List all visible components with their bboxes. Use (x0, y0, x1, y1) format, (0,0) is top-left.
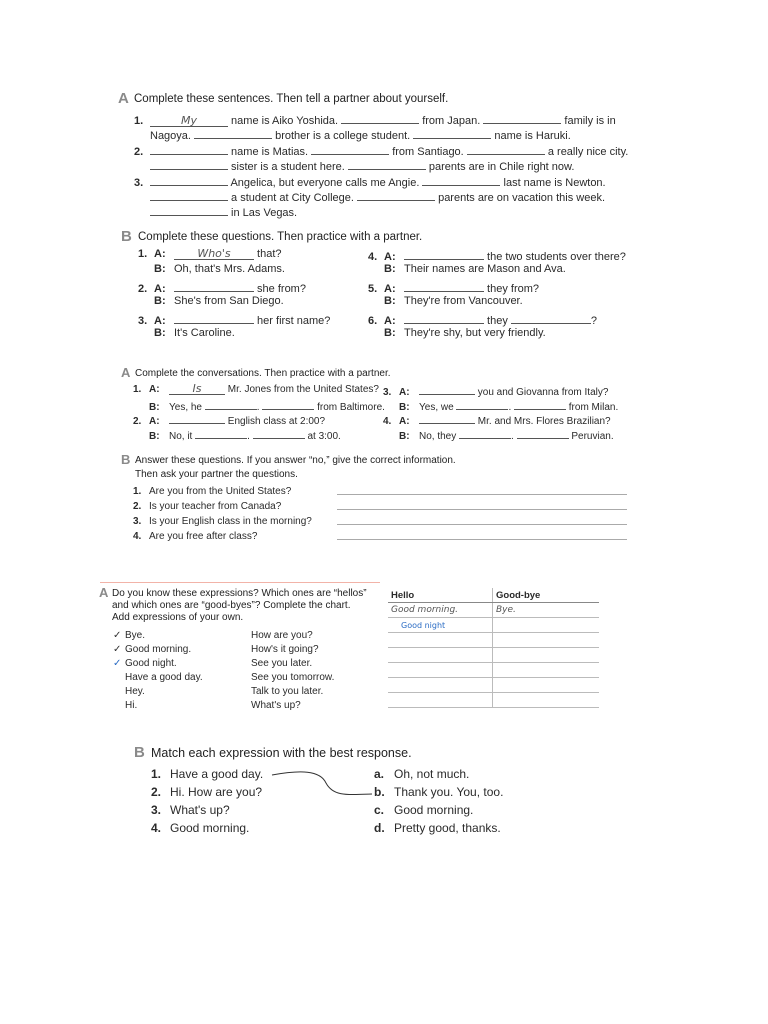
match-line-1-b (272, 772, 372, 795)
answer-blank[interactable] (174, 311, 254, 324)
answer-blank[interactable] (517, 426, 569, 439)
answer-blank[interactable] (422, 173, 500, 186)
answer-blank[interactable] (205, 397, 257, 410)
item-number: 5. (368, 283, 378, 295)
item-number: 1. (138, 248, 148, 260)
answer-line (138, 326, 235, 341)
item-number: 1. (134, 115, 144, 127)
text-fragment: family is in (561, 115, 616, 127)
answer-writing-line[interactable] (337, 509, 627, 510)
expression-item (113, 685, 145, 699)
answer-blank[interactable] (150, 157, 228, 170)
response-item (374, 821, 501, 836)
question-line (133, 529, 257, 544)
answer-text: Their names are Mason and Ava. (404, 263, 566, 275)
text-fragment: a really nice city. (544, 146, 629, 158)
answer-line (133, 426, 341, 444)
speaker-a-label: A: (154, 315, 166, 327)
answer-line (138, 262, 285, 277)
handwritten-entry: Bye. (496, 605, 516, 615)
answer-blank[interactable] (253, 426, 305, 439)
text-fragment: they (484, 315, 511, 327)
expression-text: What's up? (170, 803, 230, 817)
answer-writing-line[interactable] (337, 494, 627, 495)
answer-blank[interactable] (459, 426, 511, 439)
text-fragment: the two students over there? (484, 251, 626, 263)
exercise-line (134, 203, 297, 221)
response-text: Thank you. You, too. (394, 785, 504, 799)
instruction-line: Do you know these expressions? Which ones are “hellos” (112, 588, 367, 599)
item-number: 3. (134, 177, 144, 189)
expression-item: What's up? (251, 700, 301, 711)
answer-blank[interactable] (174, 279, 254, 292)
question-line (133, 499, 281, 514)
expression-item: See you later. (251, 658, 313, 669)
answer-blank[interactable] (467, 142, 545, 155)
handwritten-answer: Who's (197, 247, 231, 260)
item-number: 1. (133, 486, 142, 497)
item-number: 6. (368, 315, 378, 327)
text-fragment: in Las Vegas. (228, 207, 298, 219)
expression-text: Bye. (125, 630, 146, 641)
section-letter: A (118, 90, 129, 107)
text-fragment: name is Haruki. (491, 130, 571, 142)
answer-blank[interactable] (348, 157, 426, 170)
text-fragment: from Japan. (419, 115, 484, 127)
question-text: Is your English class in the morning? (149, 516, 312, 527)
text-fragment: brother is a college student. (272, 130, 414, 142)
instruction-line: Answer these questions. If you answer “no,” give the correct information. (135, 455, 456, 466)
text-fragment: No, it (169, 431, 196, 442)
text-fragment: Yes, he (169, 402, 205, 413)
expression-text: Good night. (125, 658, 177, 669)
answer-blank[interactable] (262, 397, 314, 410)
text-fragment: sister is a student here. (228, 161, 348, 173)
answer-blank[interactable] (195, 426, 247, 439)
section-letter: B (121, 228, 132, 245)
item-number: 2. (151, 785, 162, 799)
expression-text: Have a good day. (170, 767, 264, 781)
text-fragment: you and Giovanna from Italy? (475, 387, 609, 398)
text-fragment: . (511, 431, 517, 442)
item-number: 4. (151, 821, 162, 835)
speaker-b-label: B: (149, 402, 160, 413)
section-letter: B (134, 744, 145, 761)
question-text: Are you free after class? (149, 531, 258, 542)
text-fragment: from Santiago. (389, 146, 467, 158)
text-fragment: Mr. Jones from the United States? (225, 384, 379, 395)
text-fragment: No, they (419, 431, 460, 442)
text-fragment: name is Aiko Yoshida. (228, 115, 342, 127)
text-fragment: parents are on vacation this week. (435, 192, 605, 204)
instruction-line: Add expressions of your own. (112, 612, 244, 623)
text-fragment: from Baltimore. (314, 402, 385, 413)
text-fragment: Nagoya. (150, 130, 195, 142)
expression-text: Good morning. (170, 821, 250, 835)
expression-text: Hi. How are you? (170, 785, 263, 799)
text-fragment: name is Matias. (228, 146, 312, 158)
item-number: 1. (133, 384, 142, 395)
speaker-b-label: B: (149, 431, 160, 442)
item-number: 3. (133, 516, 142, 527)
section-letter: A (121, 365, 131, 380)
speaker-b-label: B: (399, 402, 410, 413)
expression-item (113, 643, 191, 657)
checkmark-icon: ✓ (113, 630, 122, 641)
answer-blank[interactable] (150, 203, 228, 216)
answer-line (368, 294, 523, 309)
text-fragment: parents are in Chile right now. (425, 161, 575, 173)
speaker-a-label: A: (154, 283, 166, 295)
match-item (151, 821, 249, 836)
answer-line (368, 262, 566, 277)
answer-blank[interactable] (150, 188, 228, 201)
expression-item: Talk to you later. (251, 686, 324, 697)
expression-text: Hi. (125, 700, 138, 711)
text-fragment: Mr. and Mrs. Flores Brazilian? (475, 416, 611, 427)
response-text: Oh, not much. (394, 767, 470, 781)
answer-line (383, 426, 614, 444)
question-line (133, 382, 379, 397)
question-line (133, 514, 312, 529)
answer-blank[interactable] (404, 279, 484, 292)
chart-column-header: Hello (388, 588, 493, 603)
speaker-a-label: A: (149, 384, 160, 395)
answer-blank[interactable] (514, 397, 566, 410)
answer-blank[interactable] (419, 411, 475, 424)
answer-blank[interactable] (169, 411, 225, 424)
answer-blank[interactable] (404, 247, 484, 260)
text-fragment: a student at City College. (228, 192, 358, 204)
item-number: 4. (383, 416, 392, 427)
speaker-a-label: A: (384, 315, 396, 327)
answer-text: They're shy, but very friendly. (404, 327, 546, 339)
text-fragment: her first name? (254, 315, 331, 327)
section-instruction: Complete these questions. Then practice with a partner. (138, 231, 423, 243)
answer-blank[interactable] (169, 382, 225, 395)
text-fragment: that? (254, 248, 282, 260)
text-fragment: English class at 2:00? (225, 416, 326, 427)
expression-item (113, 657, 177, 671)
text-fragment: they from? (484, 283, 540, 295)
speaker-b-label: B: (384, 263, 396, 275)
section-instruction: Match each expression with the best response. (151, 746, 412, 760)
answer-line (368, 326, 546, 341)
text-fragment: Yes, we (419, 402, 457, 413)
answer-text: They're from Vancouver. (404, 295, 523, 307)
response-letter: b. (374, 785, 385, 799)
text-fragment: . (247, 431, 253, 442)
answer-blank[interactable] (357, 188, 435, 201)
text-fragment: from Milan. (566, 402, 619, 413)
answer-line (138, 294, 284, 309)
text-fragment: Angelica, but everyone calls me Angie. (228, 177, 423, 189)
answer-text: It's Caroline. (174, 327, 235, 339)
speaker-b-label: B: (384, 295, 396, 307)
text-fragment: Peruvian. (568, 431, 614, 442)
expression-text: Have a good day. (125, 672, 203, 683)
expression-item (113, 699, 137, 713)
text-fragment: she from? (254, 283, 306, 295)
handwritten-entry: Good morning. (391, 605, 459, 615)
expression-item: See you tomorrow. (251, 672, 335, 683)
section-letter: A (99, 585, 109, 600)
speaker-b-label: B: (154, 327, 166, 339)
question-text: Are you from the United States? (149, 486, 292, 497)
text-fragment: at 3:00. (304, 431, 341, 442)
expression-item: How's it going? (251, 644, 319, 655)
answer-blank[interactable] (341, 111, 419, 124)
item-number: 3. (138, 315, 148, 327)
response-item (374, 803, 473, 818)
question-line (133, 484, 291, 499)
answer-blank[interactable] (404, 311, 484, 324)
speaker-a-label: A: (384, 251, 396, 263)
instruction-line: Then ask your partner the questions. (135, 469, 298, 480)
handwritten-entry: Good night (401, 620, 446, 630)
speaker-b-label: B: (384, 327, 396, 339)
match-item (151, 785, 262, 800)
answer-writing-line[interactable] (337, 539, 627, 540)
checkmark-icon: ✓ (113, 644, 122, 655)
item-number: 1. (151, 767, 162, 781)
response-letter: a. (374, 767, 385, 781)
answer-blank[interactable] (174, 247, 254, 260)
expression-item: How are you? (251, 630, 313, 641)
answer-blank[interactable] (413, 126, 491, 139)
speaker-a-label: A: (399, 387, 410, 398)
answer-blank[interactable] (483, 111, 561, 124)
answer-writing-line[interactable] (337, 524, 627, 525)
speaker-a-label: A: (154, 248, 166, 260)
response-item (374, 767, 469, 782)
answer-blank[interactable] (150, 173, 228, 186)
text-fragment: . (256, 402, 263, 413)
handwritten-answer: Is (192, 382, 202, 395)
instruction-line: and which ones are “good-byes”? Complete the chart. (112, 600, 351, 611)
answer-blank[interactable] (150, 142, 228, 155)
response-text: Pretty good, thanks. (394, 821, 501, 835)
section-instruction: Complete the conversations. Then practice with a partner. (135, 368, 391, 379)
answer-blank[interactable] (456, 397, 508, 410)
answer-blank[interactable] (511, 311, 591, 324)
checkmark-icon: ✓ (113, 658, 122, 669)
item-number: 2. (134, 146, 144, 158)
match-item (151, 767, 263, 782)
answer-text: Oh, that's Mrs. Adams. (174, 263, 285, 275)
response-letter: c. (374, 803, 385, 817)
speaker-b-label: B: (399, 431, 410, 442)
expression-text: Good morning. (125, 644, 192, 655)
speaker-a-label: A: (149, 416, 160, 427)
response-text: Good morning. (394, 803, 474, 817)
chart-column-header: Good-bye (493, 588, 600, 603)
speaker-b-label: B: (154, 263, 166, 275)
question-line (138, 247, 282, 262)
answer-blank[interactable] (194, 126, 272, 139)
item-number: 4. (133, 531, 142, 542)
question-text: Is your teacher from Canada? (149, 501, 282, 512)
section-letter: B (121, 452, 131, 467)
section-instruction: Complete these sentences. Then tell a partner about yourself. (134, 93, 449, 105)
item-number: 2. (133, 416, 142, 427)
answer-text: She's from San Diego. (174, 295, 284, 307)
item-number: 3. (151, 803, 162, 817)
item-number: 3. (383, 387, 392, 398)
item-number: 2. (138, 283, 148, 295)
text-fragment: last name is Newton. (500, 177, 606, 189)
response-item (374, 785, 503, 800)
speaker-a-label: A: (399, 416, 410, 427)
speaker-b-label: B: (154, 295, 166, 307)
text-fragment: . (508, 402, 514, 413)
item-number: 2. (133, 501, 142, 512)
expression-text: Hey. (125, 686, 145, 697)
answer-blank[interactable] (419, 382, 475, 395)
text-fragment: ? (590, 315, 598, 327)
speaker-a-label: A: (384, 283, 396, 295)
item-number: 4. (368, 251, 378, 263)
match-item (151, 803, 230, 818)
answer-blank[interactable] (311, 142, 389, 155)
handwritten-answer: My (180, 114, 197, 127)
expression-item (113, 629, 145, 643)
response-letter: d. (374, 821, 385, 835)
expression-item (113, 671, 203, 685)
